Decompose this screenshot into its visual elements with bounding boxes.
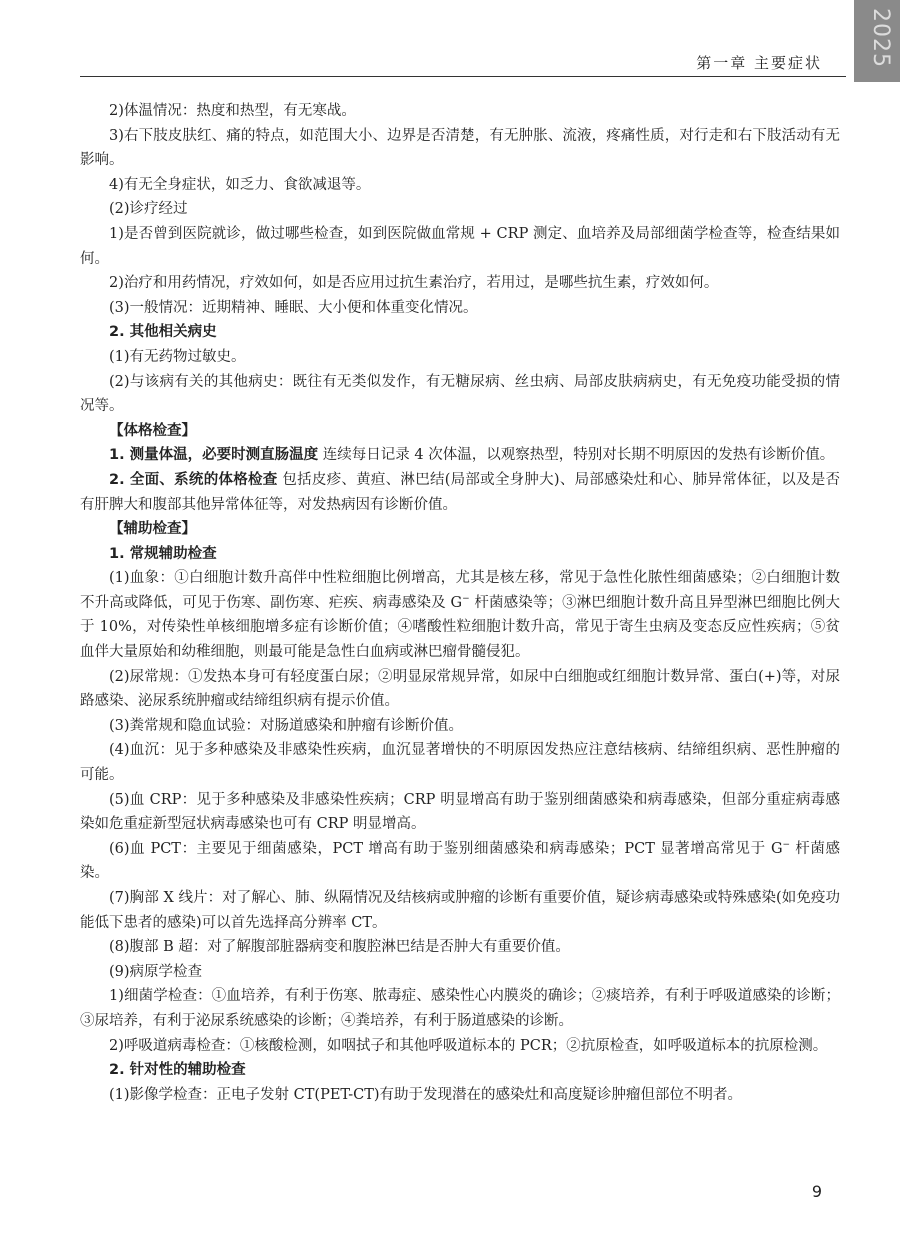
paragraph: (4)血沉：见于多种感染及非感染性疾病，血沉显著增快的不明原因发热应注意结核病、结缔组织病、恶性肿瘤的可能。 [80, 742, 840, 784]
paragraph: (7)胸部 X 线片：对了解心、肺、纵隔情况及结核病或肿瘤的诊断有重要价值，疑诊病毒感染或特殊感染(如免疫功能低下患者的感染)可以首先选择高分辨率 CT。 [80, 890, 840, 931]
paragraph: (2)诊疗经过 [109, 201, 188, 218]
paragraph-text: (6)血 PCT：主要见于细菌感染，PCT 增高有助于鉴别细菌感染和病毒感染；PCT 显著增高常见于 G [109, 840, 783, 857]
paragraph: (1)有无药物过敏史。 [109, 348, 246, 365]
section-heading: 1. 常规辅助检查 [109, 545, 217, 562]
paragraph: (2)与该病有关的其他病史：既往有无类似发作，有无糖尿病、丝虫病、局部皮肤病病史，有无免疫功能受损的情况等。 [80, 373, 840, 415]
paragraph-text: 连续每日记录 4 次体温，以观察热型，特别对长期不明原因的发热有诊断价值。 [318, 447, 835, 464]
page-body [80, 99, 840, 1107]
section-heading: 【辅助检查】 [109, 521, 196, 538]
paragraph: (2)尿常规：①发热本身可有轻度蛋白尿；②明显尿常规异常，如尿中白细胞或红细胞计数异常、蛋白(+)等，对尿路感染、泌尿系统肿瘤或结缔组织病有提示价值。 [80, 668, 840, 710]
paragraph: (1)影像学检查：正电子发射 CT(PET-CT)有助于发现潜在的感染灶和高度疑诊肿瘤但部位不明者。 [109, 1086, 743, 1103]
section-heading: 2. 其他相关病史 [109, 324, 217, 341]
section-heading: 【体格检查】 [109, 422, 196, 439]
paragraph: (9)病原学检查 [109, 963, 203, 980]
superscript: − [782, 839, 791, 850]
header-rule [80, 76, 846, 77]
section-heading: 2. 针对性的辅助检查 [109, 1062, 246, 1079]
superscript: − [462, 594, 470, 605]
paragraph [80, 468, 840, 517]
paragraph: 3)右下肢皮肤红、痛的特点，如范围大小、边界是否清楚，有无肿胀、流液，疼痛性质，对行走和右下肢活动有无影响。 [80, 127, 840, 169]
paragraph: (8)腹部 B 超：对了解腹部脏器病变和腹腔淋巴结是否肿大有重要价值。 [109, 939, 570, 956]
side-tab [854, 0, 900, 82]
paragraph-text: (1)血象：①白细胞计数升高伴中性粒细胞比例增高，尤其是核左移，常见于急性化脓性细菌感染；②白细胞计数不升高或降低，可见于伤寒、副伤寒、疟疾、病毒感染及 G [80, 570, 840, 611]
paragraph-lead: 1. 测量体温，必要时测直肠温度 [109, 447, 319, 464]
paragraph: (3)粪常规和隐血试验：对肠道感染和肿瘤有诊断价值。 [109, 717, 464, 734]
paragraph: (3)一般情况：近期精神、睡眠、大小便和体重变化情况。 [109, 299, 478, 316]
paragraph: 2)体温情况：热度和热型，有无寒战。 [109, 103, 356, 119]
paragraph: 2)治疗和用药情况，疗效如何，如是否应用过抗生素治疗，若用过，是哪些抗生素，疗效如何。 [109, 275, 719, 292]
paragraph-text: 杆菌感染等；③淋巴细胞计数升高且异型淋巴细胞比例大于 10%，对传染性单核细胞增多症有诊断价值；④嗜酸性粒细胞计数升高，常见于寄生虫病及变态反应性疾病；⑤贫血伴大量原始和幼稚细胞，则最可能是急性白血病或淋巴瘤骨髓侵犯。 [80, 594, 840, 661]
paragraph: (5)血 CRP：见于多种感染及非感染性疾病；CRP 明显增高有助于鉴别细菌感染和病毒感染，但部分重症病毒感染如危重症新型冠状病毒感染也可有 CRP 明显增高。 [80, 791, 840, 833]
paragraph [80, 566, 840, 664]
paragraph: 4)有无全身症状，如乏力、食欲减退等。 [109, 176, 371, 193]
paragraph: 1)是否曾到医院就诊，做过哪些检查，如到医院做血常规 + CRP 测定、血培养及局部细菌学检查等，检查结果如何。 [80, 225, 840, 267]
paragraph-text: 包括皮疹、黄疸、淋巴结(局部或全身肿大)、局部感染灶和心、肺异常体征，以及是否有肝脾大和腹部其他异常体征等，对发热病因有诊断价值。 [80, 471, 840, 513]
paragraph-lead: 2. 全面、系统的体格检查 [109, 471, 278, 488]
chapter-title: 第一章 主要症状 [696, 54, 822, 72]
page-number: 9 [811, 1182, 822, 1201]
paragraph-text: 杆菌感染。 [80, 840, 840, 882]
paragraph: 2)呼吸道病毒检查：①核酸检测，如咽拭子和其他呼吸道标本的 PCR；②抗原检查，如呼吸道标本的抗原检测。 [109, 1037, 828, 1054]
paragraph [80, 443, 840, 468]
paragraph [80, 837, 840, 886]
paragraph: 1)细菌学检查：①血培养，有利于伤寒、脓毒症、感染性心内膜炎的确诊；②痰培养，有利于呼吸道感染的诊断；③尿培养，有利于泌尿系统感染的诊断；④粪培养，有利于肠道感染的诊断。 [80, 988, 840, 1029]
side-tab-year: 2025 [868, 8, 893, 68]
